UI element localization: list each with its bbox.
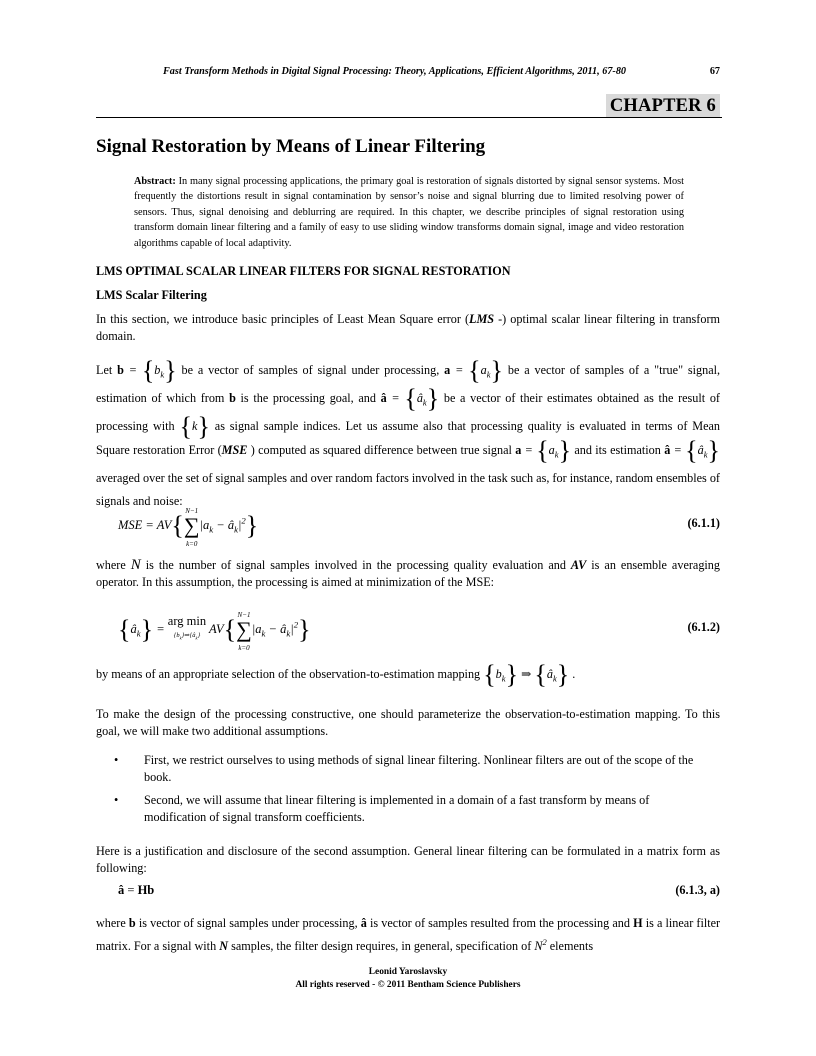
- paragraph-1: In this section, we introduce basic principles of Least Mean Square error (LMS -) optimal scalar linear filtering in transform domain.: [96, 312, 720, 343]
- paragraph-4: by means of an appropriate selection of the observation-to-estimation mapping $\{b_k\}$ ⇒ $\{â_k\}$ .: [96, 660, 576, 689]
- equation-number-6-1-2: (6.1.2): [687, 620, 720, 634]
- paragraph-2: Let $b = \{b_k\}$ be a vector of samples of signal under processing, $a = \{a_k\}$ be a vector of samples of a "true" signal, estimation of which from b is the processing goal, and â = $\{â_k\}$ be a vector of their estimates obtained as the result of processing with {k} as signal sample indices. Let us assume also that processing quality is evaluated in terms of Mean Square restoration Error (MSE ) computed as squared difference between true signal $a = \{a_k\}$ and its estimation â = $\{â_k\}$ averaged over the set of signal samples and over random factors involved in the task such as, for instance, random ensembles of signals and noise:: [96, 356, 721, 509]
- abstract-label: Abstract:: [134, 176, 176, 187]
- equation-number-6-1-1: (6.1.1): [687, 516, 720, 530]
- equation-number-6-1-3a: (6.1.3, a): [675, 883, 720, 897]
- footer-rights: All rights reserved - © 2011 Bentham Science Publishers: [295, 980, 521, 990]
- paragraph-5: To make the design of the processing constructive, one should parameterize the observation-to-estimation mapping. To this goal, we will make two additional assumptions.: [96, 707, 720, 738]
- equation-6-1-2: $\{â_k\}$ = arg min $\{b_k\}\Rightarrow\{â_k\}$ AV{N−1 ∑ $k=0|a_k$ − $â_k|^2$}: [118, 611, 311, 652]
- mse-term: MSE: [221, 442, 248, 457]
- footer-author: Leonid Yaroslavsky: [368, 967, 448, 977]
- av-term: AV: [570, 558, 587, 572]
- chapter-title: Signal Restoration by Means of Linear Filtering: [96, 136, 486, 157]
- equation-6-1-3a: â = Hb: [118, 883, 155, 897]
- equation-6-1-1: MSE = AV{N−1 ∑ $k=0|a_k$ − $â_k|^2$}: [118, 507, 259, 548]
- paragraph-3: where N is the number of signal samples involved in the processing quality evaluation and AV is an ensemble averaging operator. In this assumption, the processing is aimed at minimization of the MSE:: [96, 557, 720, 589]
- chapter-label: CHAPTER 6: [606, 94, 720, 117]
- header-rule: [96, 117, 722, 118]
- paragraph-6: Here is a justification and disclosure of the second assumption. General linear filtering can be formulated in a matrix form as following:: [96, 844, 720, 875]
- abstract-text: In many signal processing applications, the primary goal is restoration of signals distorted by signal sensor systems. Most frequently the distortions result in signal contamination by sensor’s noise and signal blurring due to limited resolving power of sensors. Thus, signal denoising and deblurring are required. In this chapter, we describe principles of signal restoration using transform domain linear filtering and a family of easy to use sliding window transforms domain signal, image and video restoration algorithms capable of local adaptivity.: [134, 176, 684, 249]
- page-number: 67: [709, 66, 720, 77]
- header-citation: Fast Transform Methods in Digital Signal Processing: Theory, Applications, Efficient Algorithms, 2011, 67-80: [163, 66, 627, 77]
- section-heading: LMS OPTIMAL SCALAR LINEAR FILTERS FOR SIGNAL RESTORATION: [96, 264, 511, 278]
- subsection-heading: LMS Scalar Filtering: [96, 288, 207, 302]
- paragraph-7: where b is vector of signal samples under processing, â is vector of samples resulted from the processing and H is a linear filter matrix. For a signal with N samples, the filter design requires, in general, specification of $N^2$ elements: [96, 916, 721, 954]
- abstract: [134, 174, 684, 251]
- page-footer: [96, 966, 720, 992]
- lms-term: LMS: [469, 312, 495, 326]
